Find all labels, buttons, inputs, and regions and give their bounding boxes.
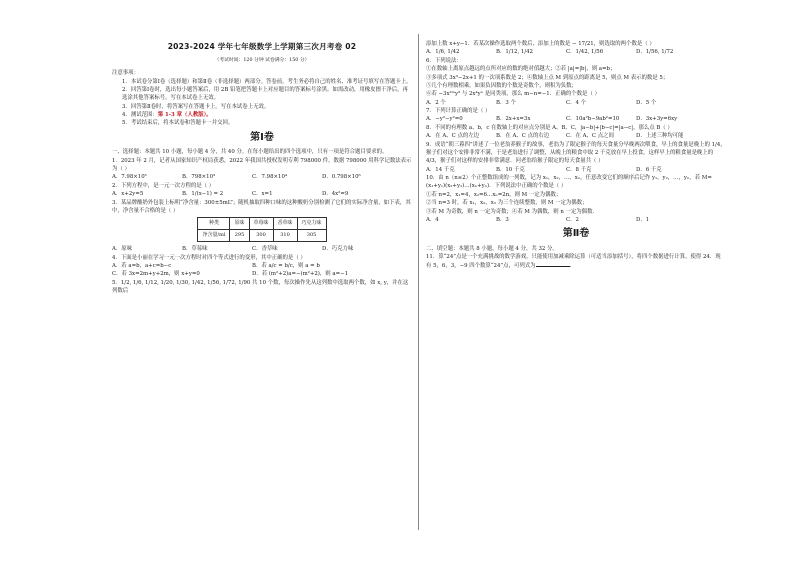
table-cell: 295 <box>230 230 249 242</box>
q4-options-row2 <box>112 270 412 278</box>
option: B．若 a/c = b/c，则 a = b <box>252 263 320 270</box>
q9-options <box>426 166 726 174</box>
question-11-text: 11．算“24”点是一个充满挑战的数学游戏，只能使用加减乘除运算（可适当添加括号），将四个数据进行计算，使得 24．现有 5，6，3，−9 四个数算“24”点，可列式为 <box>426 254 721 269</box>
option: C．2 <box>566 216 579 223</box>
option: D．上述三种均可能 <box>636 133 684 140</box>
option: C．x=1 <box>252 191 273 198</box>
option: A．4 <box>426 216 439 223</box>
option: A．若 a=b，a+c=b−c <box>112 263 172 270</box>
q6-statement: ①在数轴上离原点越远的点所对应的数的绝对值越大；②若 |a|=|b|，则 a=b； <box>426 66 616 73</box>
option: D．5 个 <box>636 99 657 106</box>
option: D．若 (m²+2)a=−(m²+2)，则 a=−1 <box>252 271 349 278</box>
question-5-continued: 添加上数 x+y−1．若某次操作选取两个数后，添加上的数是 − 17/21，则选取的两个数是（ ） <box>426 41 655 47</box>
table-cell: 原味 <box>230 218 249 230</box>
question-4: 4．下面是小丽在学习一元一次方程时对四个等式进行的变形，其中正确的是（ ） <box>112 254 306 261</box>
answer-blank <box>536 266 570 267</box>
question-8: 8．不同的有理数 a、b，c 在数轴上的对应点分别是 A、B、C，|a−b|+|b−c|=|a−c|，那么点 B（ ） <box>426 124 673 131</box>
table-cell: 香草味 <box>273 218 297 230</box>
q6-statement: ⑥若 −3x²ᵐy³ 与 2x⁴yⁿ 是同类项，那么 m−n=−1．正确的个数是（ ） <box>426 91 600 98</box>
option: A．在 A、C 点的左边 <box>426 133 480 140</box>
q10-statement: ③若 M 为奇数，则 n 一定为奇数；④若 M 为偶数，则 n 一定为偶数． <box>426 208 598 215</box>
table-row <box>198 218 326 230</box>
question-6: 6．下列说法： <box>426 57 462 64</box>
table-cell: 310 <box>273 230 297 242</box>
option: A．−y²−y²=0 <box>426 116 463 123</box>
question-5: 5．1/2, 1/6, 1/12, 1/20, 1/30, 1/42, 1/56, 1/72, 1/90 共 10 个数，每次操作先从这列数中选取两个数，如 x, y，并在这列数后 <box>112 279 409 295</box>
q4-options-row1 <box>112 262 412 270</box>
note-item: 2．回答第Ⅰ卷时，选出每小题答案后，用 2B 铅笔把答题卡上对应题目的答案标号涂黑。如需改动，用橡皮擦干净后，再选涂其他答案标号。写在本试卷上无效。 <box>122 86 408 102</box>
option: A．x+2y=5 <box>112 191 144 198</box>
q10-statement: ②当 n=3 时，若 x₁，x₂，x₃ 为三个连续整数，则 M 一定为偶数； <box>426 200 588 207</box>
question-11: 11．算“24”点是一个充满挑战的数学游戏，只能使用加减乘除运算（可适当添加括号），将四个数据进行计算，使得 24．现有 5，6，3，−9 四个数算“24”点，可列式为 ． <box>426 254 721 269</box>
yogurt-table <box>197 217 326 242</box>
note-item-scope <box>112 111 412 119</box>
option: A．1/6, 1/42 <box>426 49 460 56</box>
right-column <box>426 40 726 270</box>
question-7: 7．下列计算正确的是（ ） <box>426 108 491 114</box>
question-10: 10．由 n（n≥2）个正整数组成的一列数，记为 x₁，x₂，…，xₙ，任意改变它们的顺序后记作 y₁，y₂，…，yₙ，若 M=(x₁+y₁)(x₂+y₂)…(xₙ+yₙ)．下列说法中正确的个数是（ ） <box>426 175 712 190</box>
option: B．1/(x−1) = 2 <box>182 191 224 198</box>
option: A．14 千克 <box>426 166 455 173</box>
option: A．2 个 <box>426 99 446 106</box>
option: D．4x²=9 <box>322 191 349 198</box>
question-3: 3．某品牌酸奶外包装上标明“净含量：300±5mL”；随机抽取四种口味的这种酸奶分别检测了它们的实际净含量，如下表，其中，净含量不合格的是（ ） <box>112 199 411 214</box>
q2-options <box>112 190 412 198</box>
option: B．3 <box>496 216 509 223</box>
option: C．7.98×10⁴ <box>252 174 288 181</box>
option: B．草莓味 <box>182 246 208 253</box>
option: D．1/56, 1/72 <box>636 49 674 56</box>
option: B．1/12, 1/42 <box>496 49 533 56</box>
option: B．2x+x=3x <box>496 116 531 123</box>
option: B．3 个 <box>496 99 516 106</box>
q8-options <box>426 132 726 140</box>
option: C．8 千克 <box>566 166 592 173</box>
exam-title: 2023-2024 学年七年级数学上学期第三次月考卷 02 <box>167 42 357 51</box>
left-column <box>112 40 412 296</box>
table-cell: 种类 <box>198 218 230 230</box>
table-cell: 300 <box>249 230 273 242</box>
q7-options <box>426 115 726 123</box>
q1-options <box>112 173 412 181</box>
option: C．10a²b−9ab²=10 <box>566 116 620 123</box>
section1-heading: 一、选择题：本题共 10 小题，每小题 4 分，共 40 分。在每小题给出的四个选项中，只有一项是符合题目要求的。 <box>112 149 388 156</box>
q5-options <box>426 48 726 56</box>
q10-options <box>426 216 726 224</box>
note-item: 5．考试结束后，将本试卷和答题卡一并交回。 <box>122 120 234 127</box>
table-cell: 草莓味 <box>249 218 273 230</box>
option: B．798×10³ <box>182 174 216 181</box>
note-item: 4．测试范围： <box>122 112 158 119</box>
option: B．在 A、C 点的右边 <box>496 133 550 140</box>
option: C．若 3x=2m+y+2m，则 x+y=0 <box>112 271 200 278</box>
option: B．10 千克 <box>496 166 525 173</box>
option: C．在 A、C 点之间 <box>566 133 614 140</box>
test-scope: 第 1-3 章（人教版）。 <box>157 112 212 119</box>
q6-statement: ⑤几个有理数相乘，如果负因数的个数是奇数个，则积为负数； <box>426 82 577 89</box>
option: D．6 千克 <box>636 166 662 173</box>
part1-label: 第Ⅰ卷 <box>250 131 274 143</box>
part2-label: 第Ⅱ卷 <box>562 228 590 240</box>
option: D．3x+3y=6xy <box>636 116 678 123</box>
table-cell: 305 <box>297 230 326 242</box>
q6-statement: ③多项式 3x³−2x+1 的一次项系数是 2；④数轴上点 M 到原点的距离是 5，则点 M 表示的数是 5； <box>426 74 669 81</box>
note-item: 1．本试卷分第Ⅰ卷（选择题）和第Ⅱ卷（非选择题）两部分。答卷前，考生务必将自己的姓名、准考证号填写在答题卡上。 <box>122 78 412 85</box>
option: D．0.798×10⁶ <box>322 174 361 181</box>
question-1: 1．2023 年 2 月，记者从国家知识产权局获悉，2022 年我国共授权发明专利 798000 件，数据 798000 用科学记数法表示为（ ） <box>112 157 412 173</box>
table-cell: 巧克力味 <box>297 218 326 230</box>
table-row <box>198 230 326 242</box>
option: C．4 个 <box>566 99 587 106</box>
question-9: 9．成语“朝三暮四”讲述了一位老翁养猴子的故事，老翁为了限定猴子的每天食量分早晚两次喂食，早上的食量是晚上的 1/4，猴子们对这个安排非常不满，于是老翁进行了调整，从晚上的粮食中取 2 千克放在早上投食，这样早上的粮食量是晚上的 4/3，猴子们对这样的安排非常满意．问老翁给猴子限定的每天食量共（ ） <box>426 141 726 165</box>
notes-heading: 注意事项： <box>112 70 139 77</box>
option: A．7.98×10⁵ <box>112 174 147 181</box>
option: C．香草味 <box>252 246 278 253</box>
q10-statement: ①若 n=2，x₁=4，x₂=6…xₙ=2n，则 M 一定为偶数； <box>426 191 562 198</box>
column-divider <box>418 34 419 530</box>
option: D．1 <box>636 216 650 223</box>
q6-options <box>426 99 726 107</box>
table-cell: 净含量/ml <box>198 230 230 242</box>
question-2: 2．下列方程中，是一元一次方程的是（ ） <box>112 182 215 189</box>
note-item: 3．回答第Ⅱ卷时，将答案写在答题卡上。写在本试卷上无效。 <box>122 103 270 110</box>
option: A．原味 <box>112 246 133 253</box>
q3-options <box>112 245 412 253</box>
section2-heading: 二、填空题：本题共 8 小题，每小题 4 分，共 32 分。 <box>426 245 558 252</box>
option: C．1/42, 1/56 <box>566 49 604 56</box>
exam-subtitle: （考试时间：120 分钟 试卷满分：150 分） <box>214 57 310 63</box>
option: D．巧克力味 <box>322 246 354 253</box>
